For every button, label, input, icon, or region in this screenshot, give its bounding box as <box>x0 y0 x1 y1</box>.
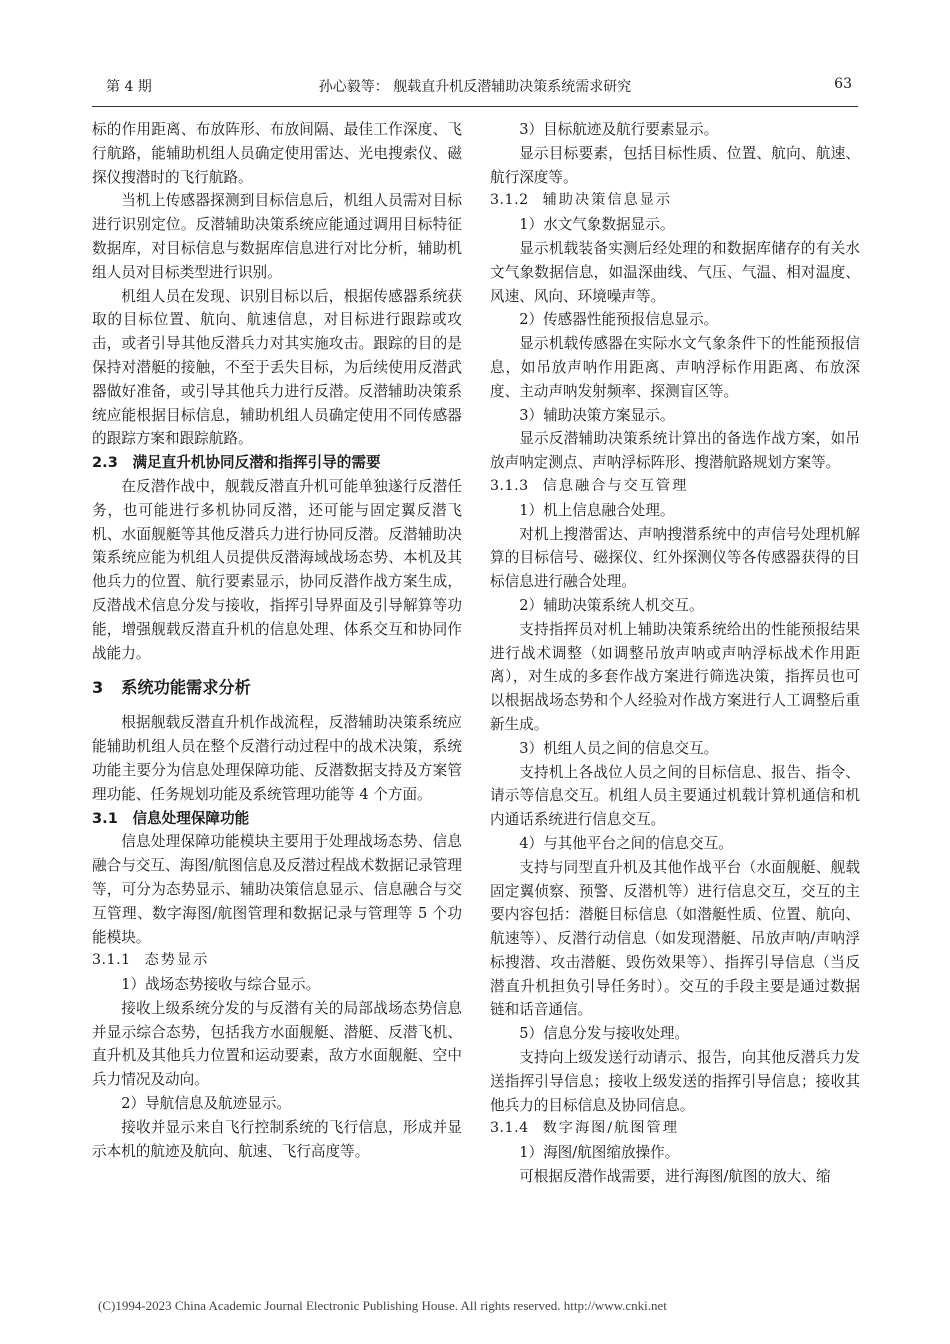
list-item: 1）战场态势接收与综合显示。 <box>121 976 321 994</box>
left-column <box>92 118 462 1163</box>
section-number: 3.1.1 <box>92 952 131 969</box>
section-number: 3.1.2 <box>490 192 529 209</box>
paragraph: 支持向上级发送行动请示、报告，向其他反潜兵力发送指挥引导信息；接收上级发送的指挥引导信息；接收其他兵力的目标信息及协同信息。 <box>490 1049 860 1114</box>
right-column <box>490 118 860 1189</box>
paragraph: 显示目标要素，包括目标性质、位置、航向、航速、航行深度等。 <box>490 144 860 186</box>
paragraph: 当机上传感器探测到目标信息后，机组人员需对目标进行识别定位。反潜辅助决策系统应能通过调用目标特征数据库，对目标信息与数据库信息进行对比分析，辅助机组人员对目标类型进行识别。 <box>92 192 462 281</box>
paragraph: 显示反潜辅助决策系统计算出的备选作战方案，如吊放声呐定测点、声呐浮标阵形、搜潜航路规划方案等。 <box>490 430 860 472</box>
section-title: 系统功能需求分析 <box>121 678 251 698</box>
section-heading-3-1-4 <box>490 1117 860 1141</box>
paragraph: 接收并显示来自飞行控制系统的飞行信息，形成并显示本机的航迹及航向、航速、飞行高度等。 <box>92 1118 462 1160</box>
issue-label: 第 4 期 <box>106 79 152 95</box>
section-number: 3 <box>92 678 104 698</box>
section-number: 3.1.4 <box>490 1120 529 1137</box>
section-heading-3-1-2 <box>490 189 860 213</box>
list-item: 1）水文气象数据显示。 <box>519 216 675 234</box>
list-item: 4）与其他平台之间的信息交互。 <box>519 834 733 852</box>
paragraph: 在反潜作战中，舰载反潜直升机可能单独遂行反潜任务，也可能进行多机协同反潜，还可能与固定翼反潜飞机、水面舰艇等其他反潜兵力进行协同反潜。反潜辅助决策系统应能为机组人员提供反潜海域战场态势、本机及其他兵力的位置、航行要素显示，协同反潜作战方案生成，反潜战术信息分发与接收，指挥引导界面及引导解算等功能，增强舰载反潜直升机的信息处理、体系交互和协同作战能力。 <box>92 477 462 662</box>
paragraph: 显示机载传感器在实际水文气象条件下的性能预报信息，如吊放声呐作用距离、声呐浮标作用距离、布放深度、主动声呐发射频率、探测盲区等。 <box>490 335 860 400</box>
paragraph: 标的作用距离、布放阵形、布放间隔、最佳工作深度、飞行航路，能辅助机组人员确定使用雷达、光电搜索仪、磁探仪搜潜时的飞行航路。 <box>92 121 462 186</box>
paragraph: 信息处理保障功能模块主要用于处理战场态势、信息融合与交互、海图/航图信息及反潜过程战术数据记录管理等，可分为态势显示、辅助决策信息显示、信息融合与交互管理、数字海图/航图管理和数据记录与管理等 5 个功能模块。 <box>92 833 462 946</box>
page-number: 63 <box>834 76 852 92</box>
section-heading-2-3: 2.3 满足直升机协同反潜和指挥引导的需要 <box>92 454 381 472</box>
section-heading-3-1-1 <box>92 949 462 973</box>
list-item: 3）辅助决策方案显示。 <box>519 406 675 424</box>
paragraph: 支持机上各战位人员之间的目标信息、报告、指令、请示等信息交互。机组人员主要通过机载计算机通信和机内通话系统进行信息交互。 <box>490 763 860 829</box>
header-rule <box>92 106 858 107</box>
list-item: 3）机组人员之间的信息交互。 <box>519 739 719 757</box>
paragraph: 对机上搜潜雷达、声呐搜潜系统中的声信号处理机解算的目标信号、磁探仪、红外探测仪等各传感器获得的目标信息进行融合处理。 <box>490 525 860 591</box>
paragraph: 显示机载装备实测后经处理的和数据库储存的有关水文气象数据信息，如温深曲线、气压、气温、相对温度、风速、风向、环境噪声等。 <box>490 239 860 305</box>
paragraph: 支持指挥员对机上辅助决策系统给出的性能预报结果进行战术调整（如调整吊放声呐或声呐浮标战术作用距离），对生成的多套作战方案进行筛选决策，指挥员也可以根据战场态势和个人经验对作战方案进行人工调整后重新生成。 <box>490 620 860 733</box>
section-title: 辅助决策信息显示 <box>542 192 673 209</box>
section-title: 信息融合与交互管理 <box>542 477 689 494</box>
list-item: 2）传感器性能预报信息显示。 <box>519 311 719 329</box>
running-header <box>92 76 858 102</box>
list-item: 5）信息分发与接收处理。 <box>519 1025 690 1043</box>
list-item: 2）辅助决策系统人机交互。 <box>519 596 704 614</box>
section-number: 3.1.3 <box>490 477 529 494</box>
section-heading-3 <box>92 675 462 701</box>
list-item: 3）目标航迹及航行要素显示。 <box>519 121 719 138</box>
copyright-footer: (C)1994-2023 China Academic Journal Electronic Publishing House. All rights reserved. http://www.cnki.net <box>98 1298 667 1313</box>
running-title: 孙心毅等： 舰载直升机反潜辅助决策系统需求研究 <box>318 79 632 95</box>
paragraph: 接收上级系统分发的与反潜有关的局部战场态势信息并显示综合态势，包括我方水面舰艇、潜艇、反潜飞机、直升机及其他兵力位置和运动要素，敌方水面舰艇、空中兵力情况及动向。 <box>92 999 462 1089</box>
paragraph: 支持与同型直升机及其他作战平台（水面舰艇、舰载固定翼侦察、预警、反潜机等）进行信息交互，交互的主要内容包括：潜艇目标信息（如潜艇性质、位置、航向、航速等）、反潜行动信息（如发现潜艇、吊放声呐/声呐浮标搜潜、攻击潜艇、毁伤效果等）、指挥引导信息（当反潜直升机担负引导任务时）。交互的手段主要是通过数据链和话音通信。 <box>490 858 860 1019</box>
paragraph: 根据舰载反潜直升机作战流程，反潜辅助决策系统应能辅助机组人员在整个反潜行动过程中的战术决策，系统功能主要分为信息处理保障功能、反潜数据支持及方案管理功能、任务规划功能及系统管理功能等 4 个方面。 <box>92 714 462 803</box>
section-heading-3-1: 3.1 信息处理保障功能 <box>92 809 250 827</box>
paragraph: 机组人员在发现、识别目标以后，根据传感器系统获取的目标位置、航向、航速信息，对目标进行跟踪或攻击，或者引导其他反潜兵力对其实施攻击。跟踪的目的是保持对潜艇的接触，不至于丢失目标，为后续使用反潜武器做好准备，或引导其他兵力进行反潜。反潜辅助决策系统应能根据目标信息，辅助机组人员确定使用不同传感器的跟踪方案和跟踪航路。 <box>92 287 462 448</box>
paragraph: 可根据反潜作战需要，进行海图/航图的放大、缩 <box>519 1168 831 1186</box>
section-heading-3-1-3 <box>490 475 860 499</box>
list-item: 1）海图/航图缩放操作。 <box>519 1144 680 1162</box>
section-title: 数字海图/航图管理 <box>542 1120 679 1137</box>
section-title: 态势显示 <box>144 952 210 969</box>
list-item: 2）导航信息及航迹显示。 <box>121 1095 292 1113</box>
list-item: 1）机上信息融合处理。 <box>519 501 675 519</box>
